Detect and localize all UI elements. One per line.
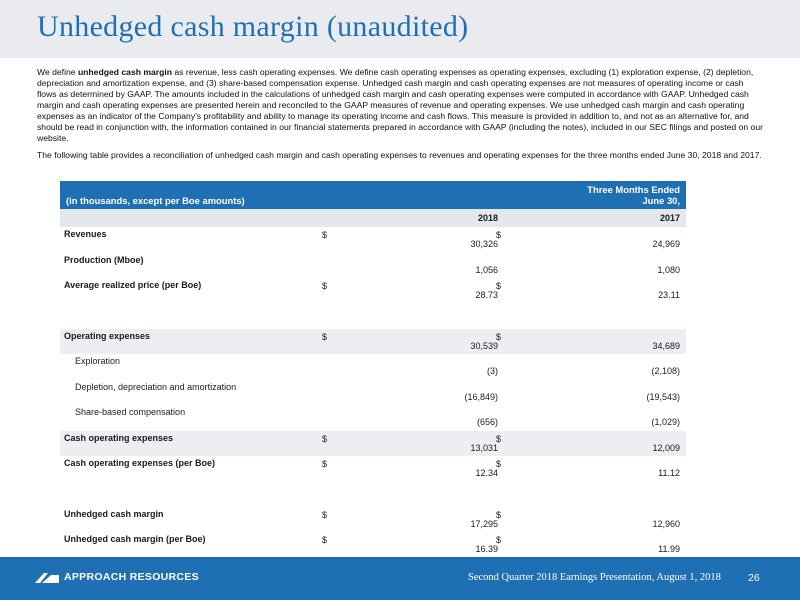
dollar-sign-2017: $ (496, 459, 502, 469)
year-header-row (60, 209, 686, 227)
row-label: Depletion, depreciation and amortization (75, 381, 237, 392)
value-2018: 16.39 (475, 544, 498, 554)
value-2017: 11.99 (658, 544, 680, 554)
page-number: 26 (748, 572, 760, 584)
value-2017: 12,960 (652, 518, 680, 529)
value-2018: 1,056 (475, 264, 498, 275)
value-2018: (3) (487, 366, 498, 376)
value-2017: (19,543) (646, 391, 680, 402)
year-2018: 2018 (477, 213, 498, 223)
intro-p1-term: unhedged cash margin (77, 67, 173, 77)
dollar-sign-2018: $ (322, 535, 328, 545)
table-row (60, 278, 686, 304)
table-row (60, 329, 686, 355)
table-row (60, 405, 686, 431)
table-header (60, 181, 686, 209)
row-label: Share-based compensation (75, 407, 186, 417)
table-row (60, 431, 686, 457)
dollar-sign-2017: $ (496, 509, 502, 520)
row-label: Unhedged cash margin (64, 508, 164, 519)
row-label: Revenues (64, 229, 107, 239)
approach-logo-icon (35, 573, 59, 583)
presentation-title: Second Quarter 2018 Earnings Presentation, August 1, 2018 (468, 572, 721, 583)
table-unit-label: (in thousands, except per Boe amounts) (66, 195, 245, 206)
row-label: Operating expenses (64, 330, 151, 341)
value-2017: (2,108) (651, 366, 680, 376)
row-label: Exploration (75, 356, 121, 366)
value-2017: 34,689 (652, 340, 680, 351)
dollar-sign-2017: $ (496, 281, 502, 291)
intro-text (37, 67, 765, 167)
table-row (60, 227, 686, 253)
row-label: Production (Mboe) (64, 254, 144, 265)
intro-paragraph-1 (37, 67, 765, 144)
dollar-sign-2018: $ (322, 433, 328, 444)
table-row (60, 354, 686, 380)
value-2018: 13,031 (470, 442, 498, 453)
row-spacer (60, 482, 686, 507)
value-2018: 30,326 (470, 239, 498, 249)
intro-p1-rest: as revenue, less cash operating expenses. We define cash operating expenses as operating expenses, excluding (1) exploration expense, (2) depletion, depreciation and amortization expense, and (3) share-based compensation expense. Unhedged cash margin and cash operating expenses are not measures of operating income or cash flows as determined by GAAP. The amounts included in the calculations of unhedged cash margin and cash operating expenses were computed in accordance with GAAP. Unhedged cash margin and cash operating expenses are presented herein and reconciled to the GAAP measures of revenue and operating expenses. We use unhedged cash margin and cash operating expenses as an indicator of the Company's profitability and ability to manage its operating income and cash flows. This measure is provided in addition to, and not as an alternative for, and should be read in conjunction with, the information contained in our financial statements prepared in accordance with GAAP (including the notes), included in our SEC filings and posted on our website. (37, 67, 763, 143)
table-row (60, 532, 686, 558)
table-body (60, 227, 686, 558)
dollar-sign-2018: $ (322, 459, 328, 469)
value-2018: (656) (476, 417, 498, 427)
table-row (60, 253, 686, 279)
row-label: Unhedged cash margin (per Boe) (64, 534, 206, 544)
dollar-sign-2018: $ (322, 230, 328, 240)
dollar-sign-2018: $ (322, 331, 328, 342)
row-label: Average realized price (per Boe) (64, 280, 202, 290)
dollar-sign-2017: $ (496, 433, 502, 444)
intro-paragraph-2: The following table provides a reconciliation of unhedged cash margin and cash operating expenses to revenues and operating expenses for the three months ended June 30, 2018 and 2017. (37, 150, 762, 160)
brand-name: APPROACH RESOURCES (64, 571, 199, 583)
footer-bar (0, 557, 800, 600)
value-2017: 24,969 (652, 239, 680, 249)
value-2017: 11.12 (658, 468, 680, 478)
value-2017: 23.11 (658, 290, 680, 300)
period-line-1: Three Months Ended (587, 184, 680, 195)
table-period-label (587, 184, 680, 206)
dollar-sign-2018: $ (322, 281, 328, 291)
value-2018: (16,849) (464, 391, 498, 402)
dollar-sign-2017: $ (496, 331, 502, 342)
row-label: Cash operating expenses (64, 432, 174, 443)
value-2017: (1,029) (651, 417, 680, 427)
table-row (60, 456, 686, 482)
reconciliation-table (60, 181, 686, 558)
intro-p1-start: We define (37, 67, 78, 77)
value-2018: 17,295 (470, 518, 498, 529)
value-2018: 12.34 (475, 468, 498, 478)
year-2017: 2017 (659, 213, 680, 223)
value-2017: 12,009 (652, 442, 680, 453)
row-label: Cash operating expenses (per Boe) (64, 458, 216, 468)
value-2017: 1,080 (657, 264, 680, 275)
value-2018: 30,539 (470, 340, 498, 351)
page-title: Unhedged cash margin (unaudited) (37, 10, 469, 43)
table-row (60, 380, 686, 406)
dollar-sign-2017: $ (496, 230, 502, 240)
row-spacer (60, 304, 686, 329)
period-line-2: June 30, (642, 195, 680, 206)
dollar-sign-2017: $ (496, 535, 502, 545)
value-2018: 28.73 (475, 290, 498, 300)
dollar-sign-2018: $ (322, 509, 328, 520)
table-row (60, 507, 686, 533)
